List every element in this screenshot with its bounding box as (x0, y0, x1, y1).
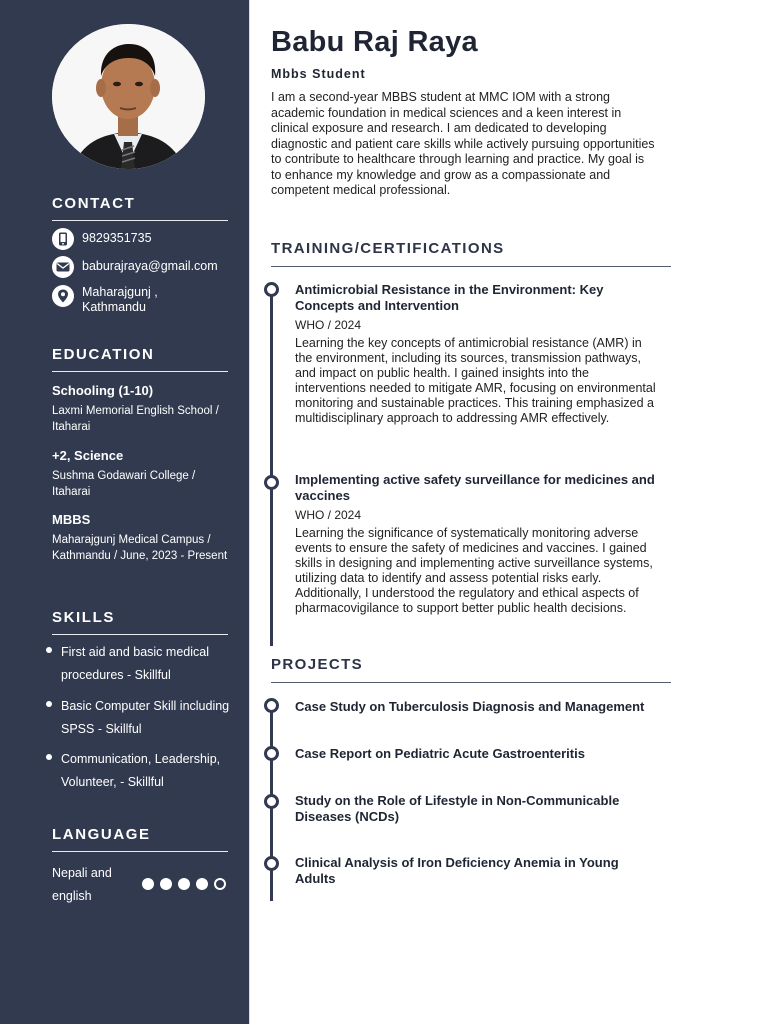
training-description: Learning the key concepts of antimicrobial resistance (AMR) in the environment, including its sources, transmission pathways, and impact on public health. I gained insights into the interventions needed to mitigate AMR, focusing on environmental monitoring and sustainable practices. This training emphasized a multidisciplinary approach to addressing AMR effectively. (295, 336, 656, 425)
email-address: baburajraya@gmail.com (82, 259, 218, 273)
projects-section-title: PROJECTS (271, 656, 671, 683)
education-heading: +2, Science (52, 448, 124, 463)
skill-item (46, 641, 231, 687)
education-item (52, 383, 232, 435)
training-section-title: TRAINING/CERTIFICATIONS (271, 240, 671, 267)
profile-photo (52, 24, 205, 169)
timeline-node-icon (264, 856, 279, 871)
project-item (295, 746, 660, 762)
education-detail: Maharajgunj Medical Campus / Kathmandu / June, 2023 - Present (52, 534, 228, 562)
project-item (295, 793, 660, 825)
timeline-node-icon (264, 746, 279, 761)
bullet-icon (46, 701, 52, 707)
location-pin-icon (52, 285, 74, 307)
skill-text: First aid and basic medical procedures - Skillful (61, 645, 209, 682)
training-meta: WHO / 2024 (295, 318, 362, 332)
language-label: Nepali and english (52, 866, 112, 903)
education-detail: Laxmi Memorial English School / Itaharai (52, 405, 219, 433)
education-heading: MBBS (52, 512, 91, 527)
contact-email (52, 256, 218, 278)
education-item (52, 512, 232, 564)
contact-section-title: CONTACT (52, 195, 228, 221)
project-title: Case Report on Pediatric Acute Gastroenteritis (295, 746, 585, 761)
project-item (295, 699, 660, 715)
training-timeline-line (270, 290, 273, 646)
education-heading: Schooling (1-10) (52, 383, 154, 398)
education-section-title: EDUCATION (52, 346, 228, 372)
training-meta: WHO / 2024 (295, 508, 362, 522)
language-rating (142, 878, 226, 890)
phone-number: 9829351735 (82, 231, 152, 245)
education-detail: Sushma Godawari College / Itaharai (52, 470, 196, 498)
person-role: Mbbs Student (271, 67, 366, 81)
training-item (295, 472, 660, 616)
skills-section-title: SKILLS (52, 609, 228, 635)
project-title: Case Study on Tuberculosis Diagnosis and Management (295, 699, 645, 714)
address-line-2: Kathmandu (82, 300, 146, 314)
skill-text: Basic Computer Skill including SPSS - Skillful (61, 699, 230, 736)
timeline-node-icon (264, 282, 279, 297)
project-item (295, 855, 660, 887)
sidebar (0, 0, 249, 1024)
timeline-node-icon (264, 475, 279, 490)
phone-icon (52, 228, 74, 250)
training-item (295, 282, 660, 426)
training-description: Learning the significance of systematically monitoring adverse events to ensure the safety of medicines and vaccines. I gained skills in designing and implementing active surveillance systems, utilizing data to identify and assess potential risks early. Additionally, I understood the regulatory and ethical aspects of pharmacovigilance to support better public health decisions. (295, 526, 653, 615)
address-text (82, 285, 158, 315)
project-title: Study on the Role of Lifestyle in Non-Communicable Diseases (NCDs) (295, 793, 620, 824)
rating-dot-filled (142, 878, 154, 890)
bullet-icon (46, 647, 52, 653)
skill-item (46, 748, 231, 794)
person-name: Babu Raj Raya (271, 26, 478, 58)
bullet-icon (46, 754, 52, 760)
email-icon (52, 256, 74, 278)
sidebar-divider (249, 0, 250, 1024)
address-line-1: Maharajgunj , (82, 285, 158, 299)
skill-item (46, 695, 231, 741)
rating-dot-filled (196, 878, 208, 890)
rating-dot-empty (214, 878, 226, 890)
timeline-node-icon (264, 794, 279, 809)
skill-text: Communication, Leadership, Volunteer, - Skillful (61, 752, 221, 789)
project-title: Clinical Analysis of Iron Deficiency Anemia in Young Adults (295, 855, 619, 886)
contact-address (52, 285, 158, 315)
rating-dot-filled (160, 878, 172, 890)
training-heading: Antimicrobial Resistance in the Environment: Key Concepts and Intervention (295, 282, 604, 313)
language-section-title: LANGUAGE (52, 826, 228, 852)
training-heading: Implementing active safety surveillance for medicines and vaccines (295, 472, 655, 503)
education-item (52, 448, 232, 500)
contact-phone (52, 228, 152, 250)
profile-summary: I am a second-year MBBS student at MMC IOM with a strong academic foundation in medical sciences and a keen interest in clinical exposure and research. I am dedicated to developing diagnostic and patient care skills while actively pursuing opportunities to contribute to healthcare through learning and practice. My goal is to enhance my knowledge and grow as a compassionate and competent medical professional. (271, 90, 655, 197)
language-item (52, 862, 232, 908)
timeline-node-icon (264, 698, 279, 713)
rating-dot-filled (178, 878, 190, 890)
